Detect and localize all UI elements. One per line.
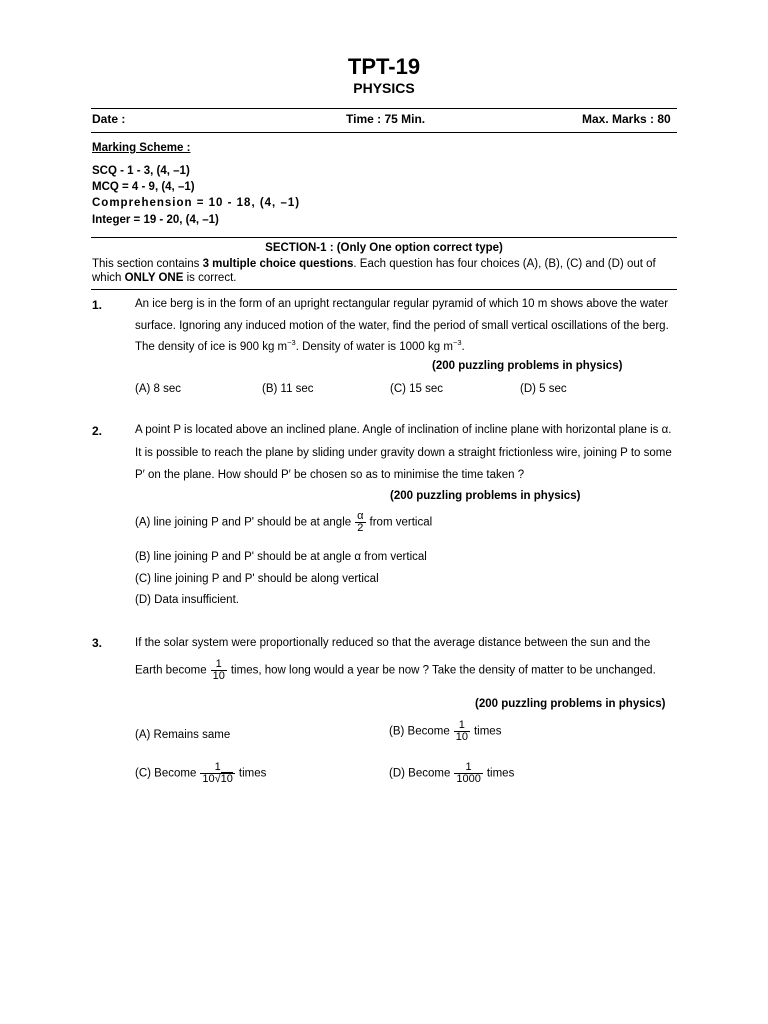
question-3-option-d[interactable]: (D) Become $\frac{1}{1000}$ times <box>389 761 515 785</box>
marking-line-integer: Integer = 19 - 20, (4, –1) <box>92 214 219 226</box>
question-3-text-line-2: Earth become $\frac{1}{10}$ times, how long would a year be now ? Take the density of matter to be unchanged. <box>135 658 656 682</box>
question-1-option-d[interactable]: (D) 5 sec <box>520 383 567 395</box>
question-1-option-c[interactable]: (C) 15 sec <box>390 383 444 395</box>
fraction: $\frac{\alpha}{2}$ <box>357 510 364 534</box>
question-3-option-a[interactable]: (A) Remains same <box>135 729 231 741</box>
section-description: This section contains 3 multiple choice questions. Each question has four choices (A), (B), (C) and (D) out of which ONLY ONE is correct. <box>92 258 656 284</box>
question-1-source: (200 puzzling problems in physics) <box>432 360 623 372</box>
question-2-option-d[interactable]: (D) Data insufficient. <box>135 594 239 606</box>
fraction: $\frac{1}{1000}$ <box>456 761 481 785</box>
time-label: Time : 75 Min. <box>346 112 426 126</box>
fraction: $\frac{1}{10}$ <box>455 719 468 743</box>
date-label: Date : <box>92 112 126 126</box>
question-3-number: 3. <box>92 636 103 650</box>
question-1-option-b[interactable]: (B) 11 sec <box>262 383 314 395</box>
marking-line-comprehension: Comprehension = 10 - 18, (4, –1) <box>92 197 301 209</box>
paper-title: TPT-19 <box>347 54 421 79</box>
question-3-text-line-1: If the solar system were proportionally reduced so that the average distance between the sun and the <box>135 637 651 649</box>
question-1-text: An ice berg is in the form of an upright rectangular regular pyramid of which 10 m shows above the water surface. Ignoring any induced motion of the water, find the period of small vertical oscillations of the berg. The density of ice is 900 kg $m^{-3}$. Density of water is 1000 kg $m^{-3}$. <box>135 298 669 353</box>
section-title: SECTION-1 : (Only One option correct type) <box>265 242 503 254</box>
marking-line-scq: SCQ - 1 - 3, (4, –1) <box>92 165 190 177</box>
marking-line-mcq: MCQ = 4 - 9, (4, –1) <box>92 181 195 193</box>
question-2-source: (200 puzzling problems in physics) <box>390 490 581 502</box>
question-2-option-a[interactable]: (A) line joining P and P' should be at angle $\frac{\alpha}{2}$ from vertical <box>135 510 433 534</box>
divider <box>91 132 677 133</box>
question-1-number: 1. <box>92 298 103 312</box>
question-3-source: (200 puzzling problems in physics) <box>475 698 666 710</box>
max-marks-label: Max. Marks : 80 <box>582 112 671 126</box>
question-3-option-c[interactable]: (C) Become $\frac{1}{10√10}$ times <box>135 761 267 785</box>
divider <box>91 237 677 238</box>
question-2-text: A point P is located above an inclined plane. Angle of inclination of incline plane with horizontal plane is α. It is possible to reach the plane by sliding under gravity down a straight frictionless wire, joining P to some P′ on the plane. How should P′ be chosen so as to minimise the time taken ? <box>135 424 672 481</box>
divider <box>91 289 677 290</box>
question-2-option-c[interactable]: (C) line joining P and P' should be along vertical <box>135 573 379 585</box>
sqrt-icon: √ <box>214 773 221 785</box>
fraction: $\frac{1}{10}$ <box>212 658 225 682</box>
question-3-option-b[interactable]: (B) Become $\frac{1}{10}$ times <box>389 719 502 743</box>
question-2-number: 2. <box>92 424 103 438</box>
question-2-option-b[interactable]: (B) line joining P and P' should be at angle α from vertical <box>135 551 427 563</box>
marking-scheme-title: Marking Scheme : <box>92 142 191 154</box>
divider <box>91 108 677 109</box>
fraction: $\frac{1}{10√10}$ <box>202 761 233 785</box>
question-1-option-a[interactable]: (A) 8 sec <box>135 383 182 395</box>
subject-title: PHYSICS <box>353 80 415 96</box>
